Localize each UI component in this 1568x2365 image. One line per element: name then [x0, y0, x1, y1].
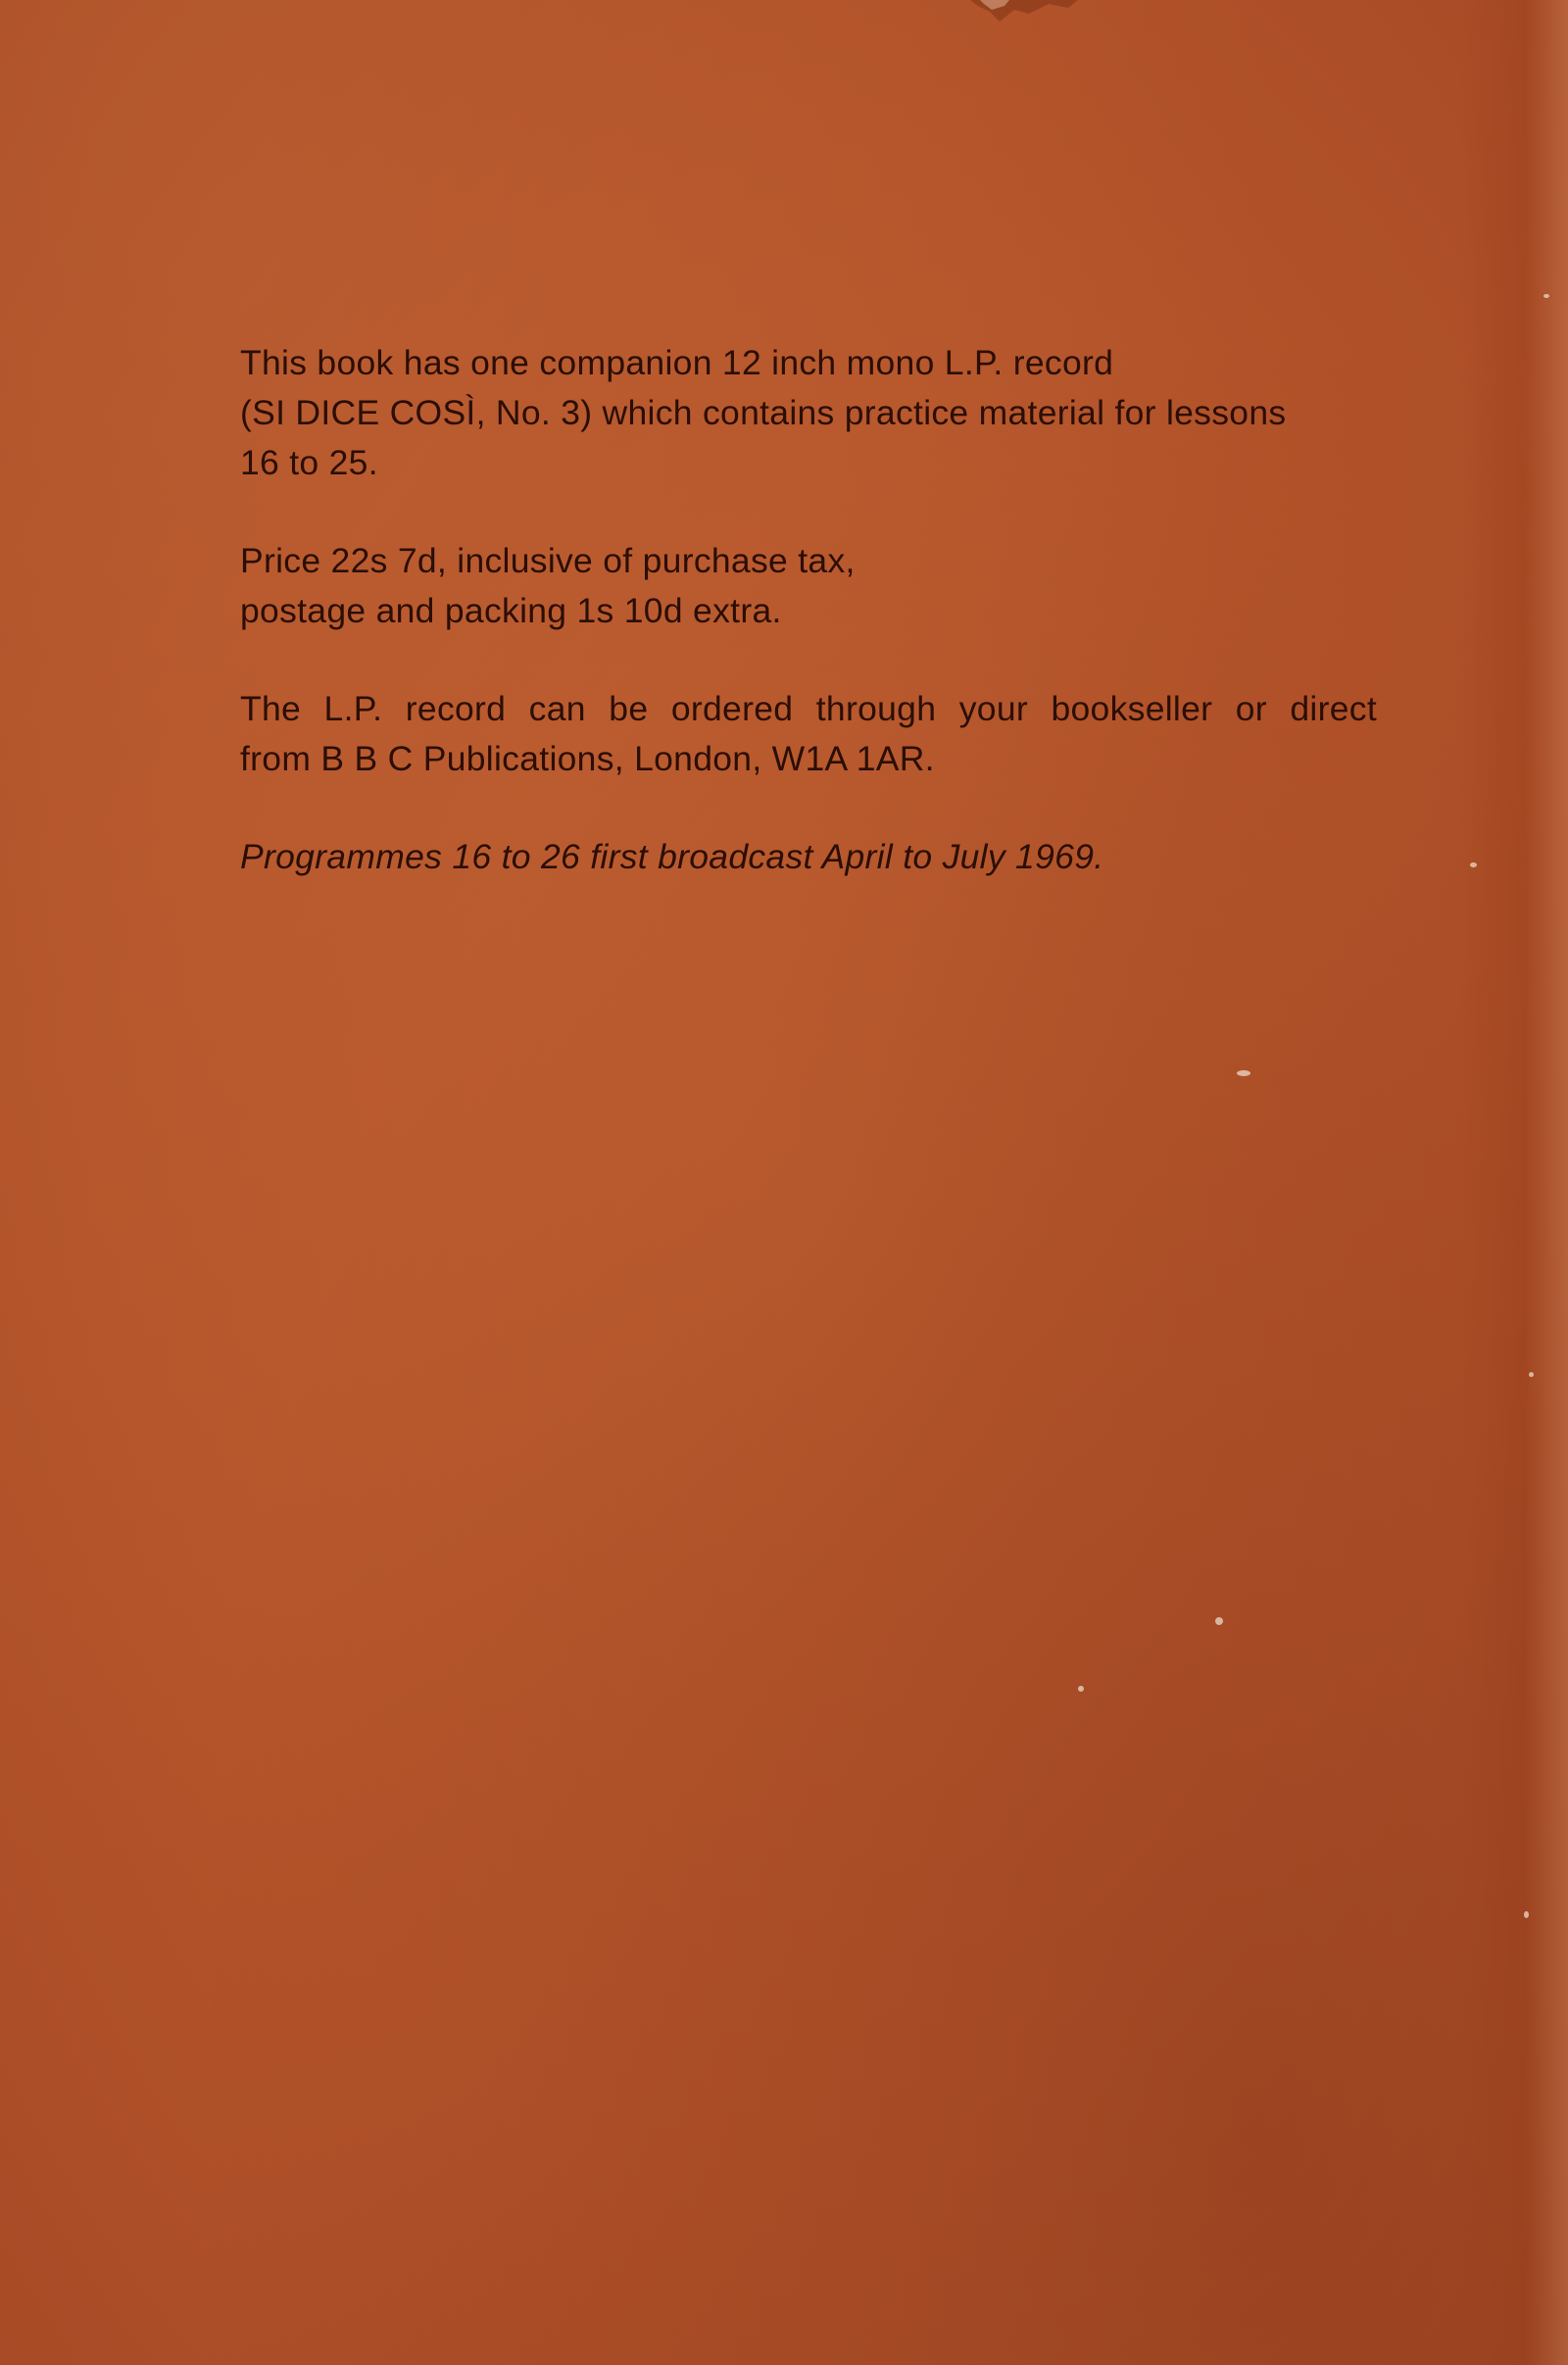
order-note-line: The L.P. record can be ordered through your bookseller or direct — [240, 689, 1377, 728]
record-note-line: 16 to 25. — [240, 443, 378, 482]
paper-speck — [1470, 862, 1477, 867]
broadcast-note — [240, 832, 1387, 882]
paper-speck — [1529, 1372, 1534, 1377]
paper-speck — [1524, 1911, 1529, 1918]
paper-speck — [1237, 1070, 1250, 1076]
worn-right-edge — [1460, 0, 1568, 2365]
order-note-line: from B B C Publications, London, W1A 1AR. — [240, 739, 935, 778]
record-note-line: (SI DICE COSÌ, No. 3) which contains practice material for lessons — [240, 393, 1287, 432]
paper-speck — [1215, 1617, 1223, 1625]
broadcast-note-line: Programmes 16 to 26 first broadcast April to July 1969. — [240, 837, 1104, 876]
paper-speck — [1544, 294, 1549, 298]
torn-top-corner — [970, 0, 1078, 59]
price-note-line: postage and packing 1s 10d extra. — [240, 591, 782, 630]
cover-text — [240, 338, 1387, 930]
record-note — [240, 338, 1387, 488]
paper-speck — [1078, 1686, 1084, 1692]
order-note — [240, 684, 1387, 784]
price-note — [240, 536, 1387, 636]
price-note-line: Price 22s 7d, inclusive of purchase tax, — [240, 541, 856, 580]
record-note-line: This book has one companion 12 inch mono L.P. record — [240, 343, 1114, 382]
